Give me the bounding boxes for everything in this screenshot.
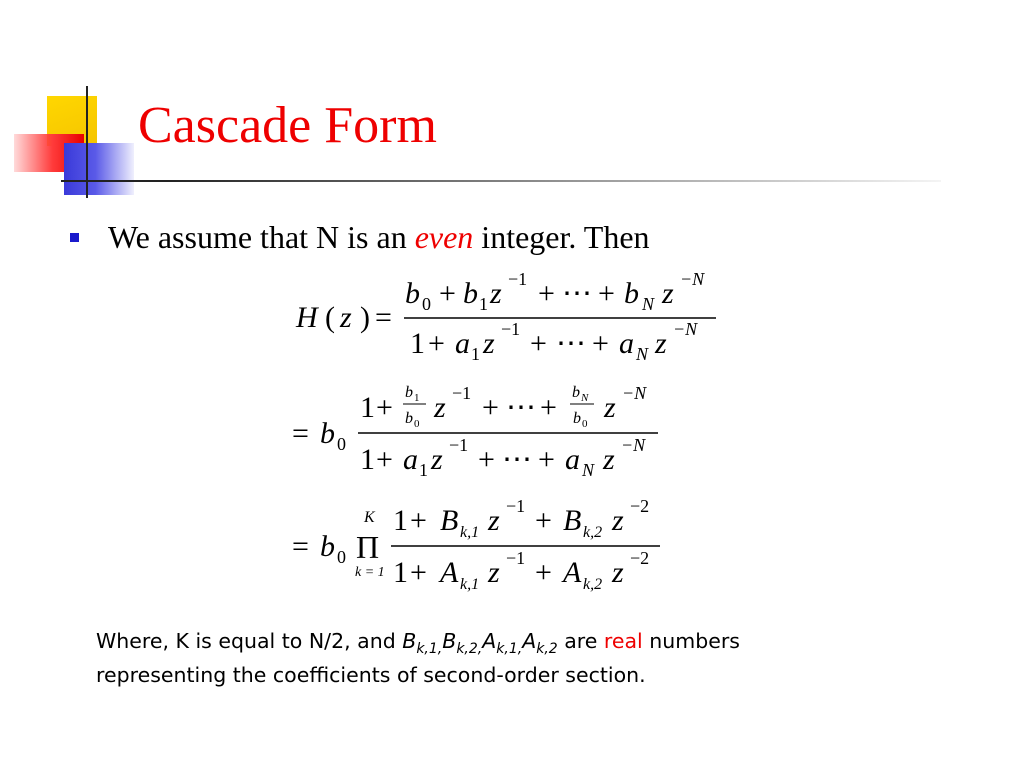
eq2-den-plus3: + bbox=[538, 443, 555, 476]
eq2-frac1-b0-sub: 0 bbox=[414, 418, 420, 430]
footnote-A2-sub: k,2 bbox=[536, 641, 558, 657]
bullet-emphasis: even bbox=[414, 219, 474, 255]
eq3-den-one: 1 bbox=[393, 556, 408, 589]
eq2-den-plus2: + bbox=[478, 443, 495, 476]
eq1-num-bN-sub: N bbox=[642, 294, 655, 314]
eq1-num-exp1: −1 bbox=[508, 269, 528, 289]
eq2-den-exp1: −1 bbox=[449, 435, 469, 455]
eq3-den-A1: A bbox=[440, 556, 459, 589]
eq2-num-one: 1 bbox=[360, 391, 375, 424]
footnote-B2: B bbox=[442, 629, 457, 653]
footnote bbox=[96, 624, 740, 692]
footnote-line-1 bbox=[96, 624, 740, 658]
eq2-den-a1: a bbox=[403, 443, 418, 476]
eq2-num-zN: z bbox=[604, 391, 616, 424]
slide-title: Cascade Form bbox=[138, 97, 437, 154]
equation-2 bbox=[292, 383, 658, 480]
eq3-b0: b bbox=[320, 530, 335, 563]
eq1-den-aN-sub: N bbox=[636, 344, 649, 364]
eq2-num-plus2: + bbox=[482, 391, 499, 424]
eq1-den-expN: −N bbox=[673, 319, 698, 339]
eq2-den-one: 1 bbox=[360, 443, 375, 476]
eq1-num-zN: z bbox=[662, 277, 674, 310]
eq1-den-one: 1 bbox=[410, 327, 425, 360]
eq2-den-aN: a bbox=[565, 443, 580, 476]
eq2-frac1-b1-sub: 1 bbox=[414, 392, 420, 404]
eq3-den-plus1: + bbox=[410, 556, 427, 589]
eq1-num-b1-sub: 1 bbox=[479, 294, 488, 314]
eq3-den-exp1: −1 bbox=[506, 548, 526, 568]
eq1-num-bN: b bbox=[624, 277, 639, 310]
eq3-den-A2-sub: k,2 bbox=[583, 576, 603, 593]
eq2-num-expN: −N bbox=[622, 383, 647, 403]
eq1-num-b0-sub: 0 bbox=[422, 294, 431, 314]
eq2-equals: = bbox=[292, 417, 309, 450]
footnote-real: real bbox=[603, 629, 643, 653]
eq1-H: H bbox=[296, 301, 318, 334]
eq2-den-expN: −N bbox=[621, 435, 646, 455]
eq1-den-a1: a bbox=[455, 327, 470, 360]
eq2-frac2-b0: b bbox=[573, 410, 581, 427]
eq3-num-B1: B bbox=[440, 504, 459, 537]
eq1-num-plus2: + bbox=[538, 277, 555, 310]
eq2-b0: b bbox=[320, 417, 335, 450]
footnote-are: are bbox=[557, 629, 604, 653]
eq1-den-plus1: + bbox=[428, 327, 445, 360]
eq3-b0-sub: 0 bbox=[337, 547, 346, 567]
eq2-den-z1: z bbox=[431, 443, 443, 476]
eq1-rparen: ) bbox=[360, 301, 370, 334]
eq1-den-z1: z bbox=[483, 327, 495, 360]
eq2-frac1-b1: b bbox=[405, 384, 413, 401]
eq1-den-plus2: + bbox=[530, 327, 547, 360]
eq2-b0-sub: 0 bbox=[337, 434, 346, 454]
eq3-equals: = bbox=[292, 530, 309, 563]
eq3-prod-symbol: Π bbox=[356, 529, 380, 565]
eq1-num-plus3: + bbox=[598, 277, 615, 310]
eq3-den-exp2: −2 bbox=[630, 548, 650, 568]
eq3-den-A1-sub: k,1 bbox=[460, 576, 480, 593]
eq1-z: z bbox=[340, 301, 352, 334]
footnote-intro: Where, K is equal to N/2, and bbox=[96, 629, 403, 653]
eq3-num-B1-sub: k,1 bbox=[460, 524, 480, 541]
eq1-num-cdots: ⋯ bbox=[562, 277, 592, 310]
eq2-den-a1-sub: 1 bbox=[419, 460, 428, 480]
eq3-den-z2: z bbox=[612, 556, 624, 589]
eq3-prod-lower: k = 1 bbox=[355, 565, 385, 580]
eq3-den-plus2: + bbox=[535, 556, 552, 589]
eq3-num-exp2: −2 bbox=[630, 496, 650, 516]
eq2-frac2-bN-sub: N bbox=[581, 392, 589, 404]
eq1-num-z1: z bbox=[490, 277, 502, 310]
eq1-den-zN: z bbox=[655, 327, 667, 360]
eq3-prod-upper: K bbox=[364, 509, 375, 526]
bullet-text-part1: We assume that N is an bbox=[108, 219, 415, 255]
eq3-num-B2: B bbox=[563, 504, 582, 537]
eq1-equals: = bbox=[375, 301, 392, 334]
eq3-den-A2: A bbox=[563, 556, 582, 589]
eq1-den-aN: a bbox=[619, 327, 634, 360]
eq1-lparen: ( bbox=[325, 301, 335, 334]
eq2-frac1-b0: b bbox=[405, 410, 413, 427]
eq2-den-cdots: ⋯ bbox=[502, 443, 532, 476]
eq2-num-exp1: −1 bbox=[452, 383, 472, 403]
eq2-den-aN-sub: N bbox=[582, 460, 595, 480]
eq2-den-plus1: + bbox=[376, 443, 393, 476]
eq1-den-exp1: −1 bbox=[501, 319, 521, 339]
eq2-den-zN: z bbox=[603, 443, 615, 476]
eq3-num-one: 1 bbox=[393, 504, 408, 537]
footnote-numbers: numbers bbox=[642, 629, 740, 653]
equation-1 bbox=[295, 269, 716, 364]
eq1-num-expN: −N bbox=[680, 269, 705, 289]
eq1-den-cdots: ⋯ bbox=[556, 327, 586, 360]
eq3-num-plus2: + bbox=[535, 504, 552, 537]
eq1-den-plus3: + bbox=[592, 327, 609, 360]
equation-3 bbox=[292, 496, 660, 593]
footnote-B1-sub: k,1, bbox=[416, 641, 443, 657]
eq3-den-z1: z bbox=[488, 556, 500, 589]
eq1-num-plus1: + bbox=[439, 277, 456, 310]
eq2-num-plus1: + bbox=[376, 391, 393, 424]
eq2-num-plus3: + bbox=[540, 391, 557, 424]
eq2-num-cdots: ⋯ bbox=[506, 391, 536, 424]
eq3-num-z1: z bbox=[488, 504, 500, 537]
footnote-line-2: representing the coefficients of second-order section. bbox=[96, 663, 646, 687]
eq3-num-exp1: −1 bbox=[506, 496, 526, 516]
footnote-A1: A bbox=[482, 629, 497, 653]
eq3-num-B2-sub: k,2 bbox=[583, 524, 603, 541]
eq3-num-z2: z bbox=[612, 504, 624, 537]
footnote-A2: A bbox=[522, 629, 537, 653]
footnote-B2-sub: k,2, bbox=[456, 641, 483, 657]
eq1-num-b0: b bbox=[405, 277, 420, 310]
eq3-num-plus1: + bbox=[410, 504, 427, 537]
footnote-A1-sub: k,1, bbox=[496, 641, 523, 657]
eq2-frac2-bN: b bbox=[572, 384, 580, 401]
eq2-num-z1: z bbox=[434, 391, 446, 424]
eq2-frac2-b0-sub: 0 bbox=[582, 418, 588, 430]
bullet-text-part2: integer. Then bbox=[473, 219, 650, 255]
footnote-B1: B bbox=[402, 629, 417, 653]
eq1-num-b1: b bbox=[463, 277, 478, 310]
eq1-den-a1-sub: 1 bbox=[471, 344, 480, 364]
